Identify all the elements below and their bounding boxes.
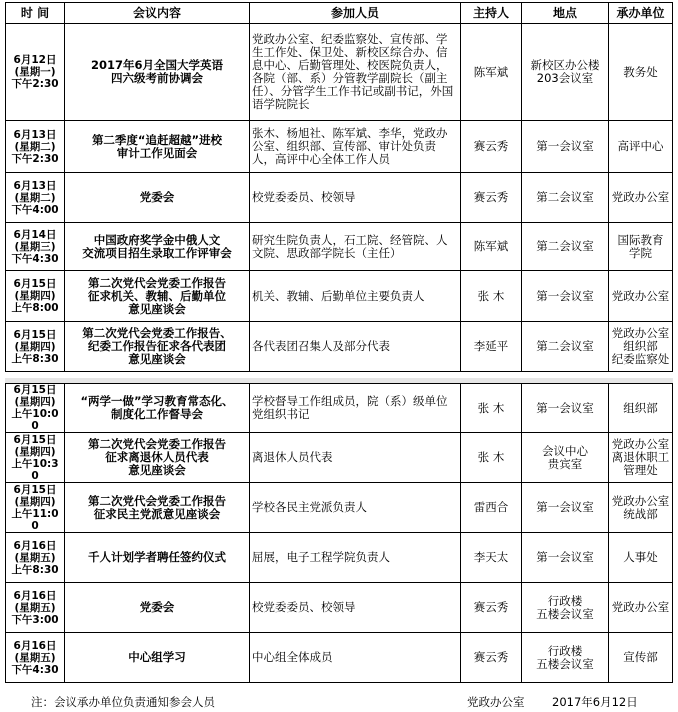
place-cell [522, 533, 609, 583]
table-row [6, 322, 673, 372]
topic-cell [65, 533, 250, 583]
topic-cell [65, 322, 250, 372]
unit-cell-line: 组织部 [623, 400, 658, 415]
unit-cell-line: 党政办公室 [611, 600, 670, 614]
topic-cell-line: 四六级考前协调会 [111, 71, 203, 85]
unit-cell [609, 173, 673, 223]
place-cell-line: 第一会议室 [536, 550, 594, 564]
unit-cell [609, 121, 673, 173]
topic-cell-line: 第二季度“追赶超越”进校 [91, 132, 223, 147]
topic-cell-line: 制度化工作督导会 [111, 407, 203, 421]
topic-cell [65, 271, 250, 322]
attendees-cell: 学校各民主党派负责人 [250, 483, 461, 533]
unit-cell-line: 管理处 [623, 463, 658, 477]
time-weekday: (星期四) [14, 445, 56, 458]
unit-cell-line: 党政办公室 [611, 288, 670, 303]
time-time: 下午3:00 [11, 613, 59, 626]
unit-cell-line: 宣传部 [623, 650, 658, 664]
place-cell-line: 行政楼 [547, 643, 583, 658]
time-cell [6, 271, 65, 322]
time-cell [6, 633, 65, 683]
topic-cell-line: “两学一做”学习教育常态化、 [80, 394, 234, 408]
topic-cell-line: 征求民主党派意见座谈会 [93, 506, 221, 521]
attendees-cell: 屈展，电子工程学院负责人 [250, 533, 461, 583]
time-date: 6月13日 [13, 128, 57, 141]
header-host: 主持人 [461, 3, 522, 24]
time-date: 6月15日 [13, 433, 57, 446]
host-cell: 赛云秀 [461, 173, 522, 223]
time-cell [6, 583, 65, 633]
place-cell-line: 五楼会议室 [536, 656, 594, 671]
unit-cell-line: 高评中心 [617, 139, 664, 153]
topic-cell [65, 433, 250, 483]
unit-cell-line: 离退休职工 [611, 450, 670, 464]
topic-cell-line: 党委会 [139, 190, 175, 204]
time-weekday: (星期二) [14, 140, 56, 153]
place-cell [522, 633, 609, 683]
unit-cell [609, 533, 673, 583]
topic-cell-line: 第二次党代会党委工作报告 [88, 437, 226, 451]
unit-cell-line: 党政办公室 [611, 493, 670, 508]
topic-cell-line: 中国政府奖学金中俄人文 [93, 232, 221, 247]
topic-cell-line: 第二次党代会党委工作报告、 [82, 326, 232, 340]
place-cell-line: 第一会议室 [536, 400, 594, 415]
host-cell: 李延平 [461, 322, 522, 372]
unit-cell [609, 583, 673, 633]
unit-cell-line: 组织部 [623, 339, 658, 353]
table-row [6, 533, 673, 583]
host-cell: 张 木 [461, 384, 522, 433]
place-cell-line: 第二会议室 [536, 239, 594, 253]
time-date: 6月14日 [13, 228, 57, 241]
unit-cell [609, 24, 673, 121]
time-time: 下午2:30 [11, 152, 59, 165]
time-weekday: (星期五) [14, 551, 56, 564]
time-weekday: (星期三) [14, 240, 56, 253]
attendees-cell: 中心组全体成员 [250, 633, 461, 683]
unit-cell-line: 国际教育 [617, 232, 664, 247]
topic-cell-line: 纪委工作报告征求各代表团 [88, 339, 226, 353]
time-cell [6, 173, 65, 223]
table-row [6, 483, 673, 533]
time-cell [6, 121, 65, 173]
time-weekday: (星期四) [14, 396, 56, 408]
footer-date: 2017年6月12日 [552, 695, 638, 709]
table-row [6, 121, 673, 173]
place-cell-line: 第一会议室 [536, 500, 594, 514]
topic-cell [65, 483, 250, 533]
place-cell [522, 384, 609, 433]
time-time: 上午8:30 [11, 563, 59, 576]
topic-cell-line: 意见座谈会 [128, 463, 186, 477]
place-cell [522, 173, 609, 223]
time-time: 上午10:00 [11, 408, 59, 432]
time-cell [6, 322, 65, 372]
attendees-cell: 校党委委员、校领导 [250, 173, 461, 223]
attendees-cell: 机关、教辅、后勤单位主要负责人 [250, 271, 461, 322]
place-cell-line: 203会议室 [536, 71, 594, 85]
topic-cell-line: 征求机关、教辅、后勤单位 [88, 288, 226, 303]
schedule-table-part1 [5, 2, 673, 372]
topic-cell [65, 173, 250, 223]
time-time: 下午4:00 [11, 203, 59, 216]
table-row [6, 271, 673, 322]
table-row [6, 583, 673, 633]
time-cell [6, 223, 65, 271]
schedule-table-part2 [5, 383, 673, 683]
place-cell-line: 第二会议室 [536, 190, 594, 204]
time-time: 上午8:00 [11, 302, 59, 314]
header-place: 地点 [522, 3, 609, 24]
table-row [6, 223, 673, 271]
unit-cell [609, 271, 673, 322]
time-weekday: (星期二) [14, 191, 56, 204]
attendees-cell: 张木、杨旭社、陈军斌、李华，党政办公室、组织部、宣传部、审计处负责人，高评中心全体工作人员 [250, 121, 461, 173]
time-weekday: (星期四) [14, 290, 56, 302]
time-date: 6月13日 [13, 179, 57, 192]
topic-cell-line: 中心组学习 [128, 650, 186, 664]
attendees-cell: 党政办公室、纪委监察处、宣传部、学生工作处、保卫处、新校区综合办、信息中心、后勤管理处、校医院负责人，各院（部、系）分管教学副院长（副主任）、分管学生工作书记或副书记，外国语学院院长 [250, 24, 461, 121]
place-cell-line: 五楼会议室 [536, 606, 594, 621]
topic-cell [65, 223, 250, 271]
topic-cell-line: 第二次党代会党委工作报告 [88, 493, 226, 508]
table-row [6, 633, 673, 683]
footer-issuer: 党政办公室 [467, 695, 525, 709]
attendees-cell: 研究生院负责人，石工院、经管院、人文院、思政部学院长（主任） [250, 223, 461, 271]
time-weekday: (星期四) [14, 495, 56, 508]
time-time: 上午8:30 [11, 352, 59, 365]
topic-cell-line: 征求离退休人员代表 [105, 450, 209, 464]
topic-cell-line: 党委会 [139, 600, 175, 614]
unit-cell-line: 党政办公室 [611, 326, 670, 340]
time-weekday: (星期五) [14, 601, 56, 614]
time-date: 6月16日 [13, 589, 57, 602]
time-date: 6月12日 [13, 54, 57, 66]
place-cell-line: 新校区办公楼 [530, 58, 600, 72]
unit-cell [609, 633, 673, 683]
place-cell [522, 24, 609, 121]
topic-cell-line: 2017年6月全国大学英语 [90, 58, 223, 72]
place-cell-line: 会议中心 [542, 443, 588, 458]
unit-cell-line: 统战部 [623, 506, 658, 521]
place-cell [522, 583, 609, 633]
time-time: 下午2:30 [11, 78, 59, 90]
topic-cell [65, 384, 250, 433]
time-date: 6月15日 [13, 483, 57, 496]
topic-cell-line: 千人计划学者聘任签约仪式 [88, 550, 226, 564]
time-date: 6月15日 [13, 384, 57, 396]
time-date: 6月15日 [13, 278, 57, 290]
header-attendees: 参加人员 [250, 3, 461, 24]
header-time: 时 间 [6, 3, 65, 24]
host-cell: 赛云秀 [461, 583, 522, 633]
unit-cell-line: 教务处 [623, 64, 658, 79]
place-cell-line: 第一会议室 [536, 288, 594, 303]
topic-cell [65, 583, 250, 633]
header-unit: 承办单位 [609, 3, 673, 24]
host-cell: 张 木 [461, 271, 522, 322]
unit-cell-line: 党政办公室 [611, 437, 670, 451]
topic-cell [65, 24, 250, 121]
table-row [6, 384, 673, 433]
place-cell [522, 322, 609, 372]
topic-cell-line: 审计工作见面会 [116, 145, 198, 160]
unit-cell [609, 223, 673, 271]
place-cell-line: 贵宾室 [547, 456, 583, 471]
place-cell [522, 483, 609, 533]
attendees-cell: 校党委委员、校领导 [250, 583, 461, 633]
host-cell: 赛云秀 [461, 633, 522, 683]
place-cell [522, 223, 609, 271]
unit-cell [609, 433, 673, 483]
time-time: 下午4:30 [11, 663, 59, 676]
time-date: 6月16日 [13, 639, 57, 652]
table-row [6, 173, 673, 223]
time-cell [6, 24, 65, 121]
unit-cell-line: 学院 [629, 245, 652, 260]
host-cell: 张 木 [461, 433, 522, 483]
topic-cell-line: 意见座谈会 [128, 301, 186, 316]
topic-cell-line: 意见座谈会 [128, 352, 186, 366]
time-weekday: (星期四) [14, 340, 56, 353]
time-time: 上午10:30 [11, 457, 59, 482]
attendees-cell: 离退休人员代表 [250, 433, 461, 483]
table-row [6, 433, 673, 483]
attendees-cell: 各代表团召集人及部分代表 [250, 322, 461, 372]
time-date: 6月16日 [13, 539, 57, 552]
time-weekday: (星期五) [14, 651, 56, 664]
time-cell [6, 433, 65, 483]
unit-cell-line: 党政办公室 [611, 190, 670, 204]
place-cell-line: 行政楼 [547, 593, 583, 608]
time-date: 6月15日 [13, 328, 57, 341]
unit-cell [609, 384, 673, 433]
place-cell [522, 121, 609, 173]
table-header-row [6, 3, 673, 24]
host-cell: 陈军斌 [461, 223, 522, 271]
time-cell [6, 483, 65, 533]
host-cell: 雷西合 [461, 483, 522, 533]
unit-cell [609, 322, 673, 372]
time-cell [6, 533, 65, 583]
host-cell: 赛云秀 [461, 121, 522, 173]
place-cell-line: 第二会议室 [536, 339, 594, 353]
topic-cell-line: 第二次党代会党委工作报告 [88, 275, 226, 290]
footer [5, 694, 673, 710]
time-cell [6, 384, 65, 433]
unit-cell-line: 人事处 [623, 550, 658, 564]
topic-cell [65, 633, 250, 683]
attendees-cell: 学校督导工作组成员，院（系）级单位党组织书记 [250, 384, 461, 433]
topic-cell [65, 121, 250, 173]
footer-note: 注：会议承办单位负责通知参会人员 [31, 695, 215, 709]
time-time: 下午4:30 [11, 252, 59, 265]
host-cell: 陈军斌 [461, 24, 522, 121]
place-cell [522, 433, 609, 483]
time-time: 上午11:00 [11, 507, 59, 532]
table-row [6, 24, 673, 121]
header-topic: 会议内容 [65, 3, 250, 24]
topic-cell-line: 交流项目招生录取工作评审会 [82, 245, 232, 260]
place-cell-line: 第一会议室 [536, 139, 594, 153]
unit-cell [609, 483, 673, 533]
host-cell: 李天太 [461, 533, 522, 583]
unit-cell-line: 纪委监察处 [611, 352, 670, 366]
place-cell [522, 271, 609, 322]
time-weekday: (星期一) [14, 66, 56, 78]
